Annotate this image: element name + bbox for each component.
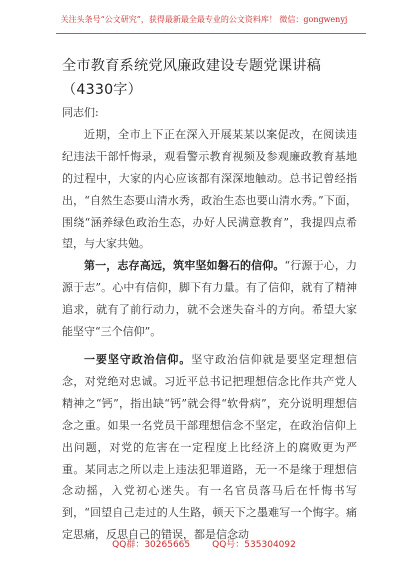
paragraph-text: 坚守政治信仰就是要坚定理想信念，对党绝对忠诚。习近平总书记把理想信念比作共产党人精神之“钙”，指出缺“钙”就会得“软骨病”，充分说明理想信念之重。如果一名党员干部理想信念不坚定，在政治信仰上出问题，对党的危害在一定程度上比经济上的腐败更为严重。某同志之所以走上违法犯罪道路，无一不是缘于理想信念动摇，入党初心迷失。有一名官员落马后在忏悔书写到，“回望自己走过的人生路，顿天下之墨难写一个悔字。痛定思痛，反思自己的错误，都是信念动 xyxy=(62,352,358,542)
paragraph-intro xyxy=(62,124,357,255)
paragraph-point-one xyxy=(62,255,357,343)
footer-qq-number: QQ号：535304092 xyxy=(212,540,296,550)
salutation: 同志们: xyxy=(62,106,99,119)
footer-contact xyxy=(0,537,408,550)
paragraph-heading: 一要坚守政治信仰。 xyxy=(84,352,192,366)
paragraph-political-faith xyxy=(62,349,357,546)
header-divider xyxy=(56,33,366,34)
paragraph-text: 近期，全市上下正在深入开展某某以案促改，在阅读违纪违法干部忏悔录，观看警示教育视频及参观廉政教育基地的过程中，大家的内心应该都有深深地触动。总书记曾经指出，“自然生态要山清水秀，政治生态也要山清水秀。”下面，围绕“涵养绿色政治生态，办好人民满意教育”，我提四点希望，与大家共勉。 xyxy=(62,127,357,251)
header-banner: 关注头条号“公文研究”，获得最新最全最专业的公文资料库！ 微信：gongwenyj xyxy=(60,15,348,24)
document-body xyxy=(62,102,357,546)
paragraph-heading: 第一，志存高远，筑牢坚如磐石的信仰。 xyxy=(84,259,285,273)
document-title: 全市教育系统党风廉政建设专题党课讲稿（4330字） xyxy=(62,58,321,98)
footer-qq-group: QQ群：30265665 xyxy=(112,540,191,550)
paragraph-text: “行源于心，力源于志”。心中有信仰，脚下有力量。有了信仰，就有了精神追求，就有了前行动力，就不会迷失奋斗的方向。希望大家能坚守“三个信仰”。 xyxy=(62,259,357,339)
